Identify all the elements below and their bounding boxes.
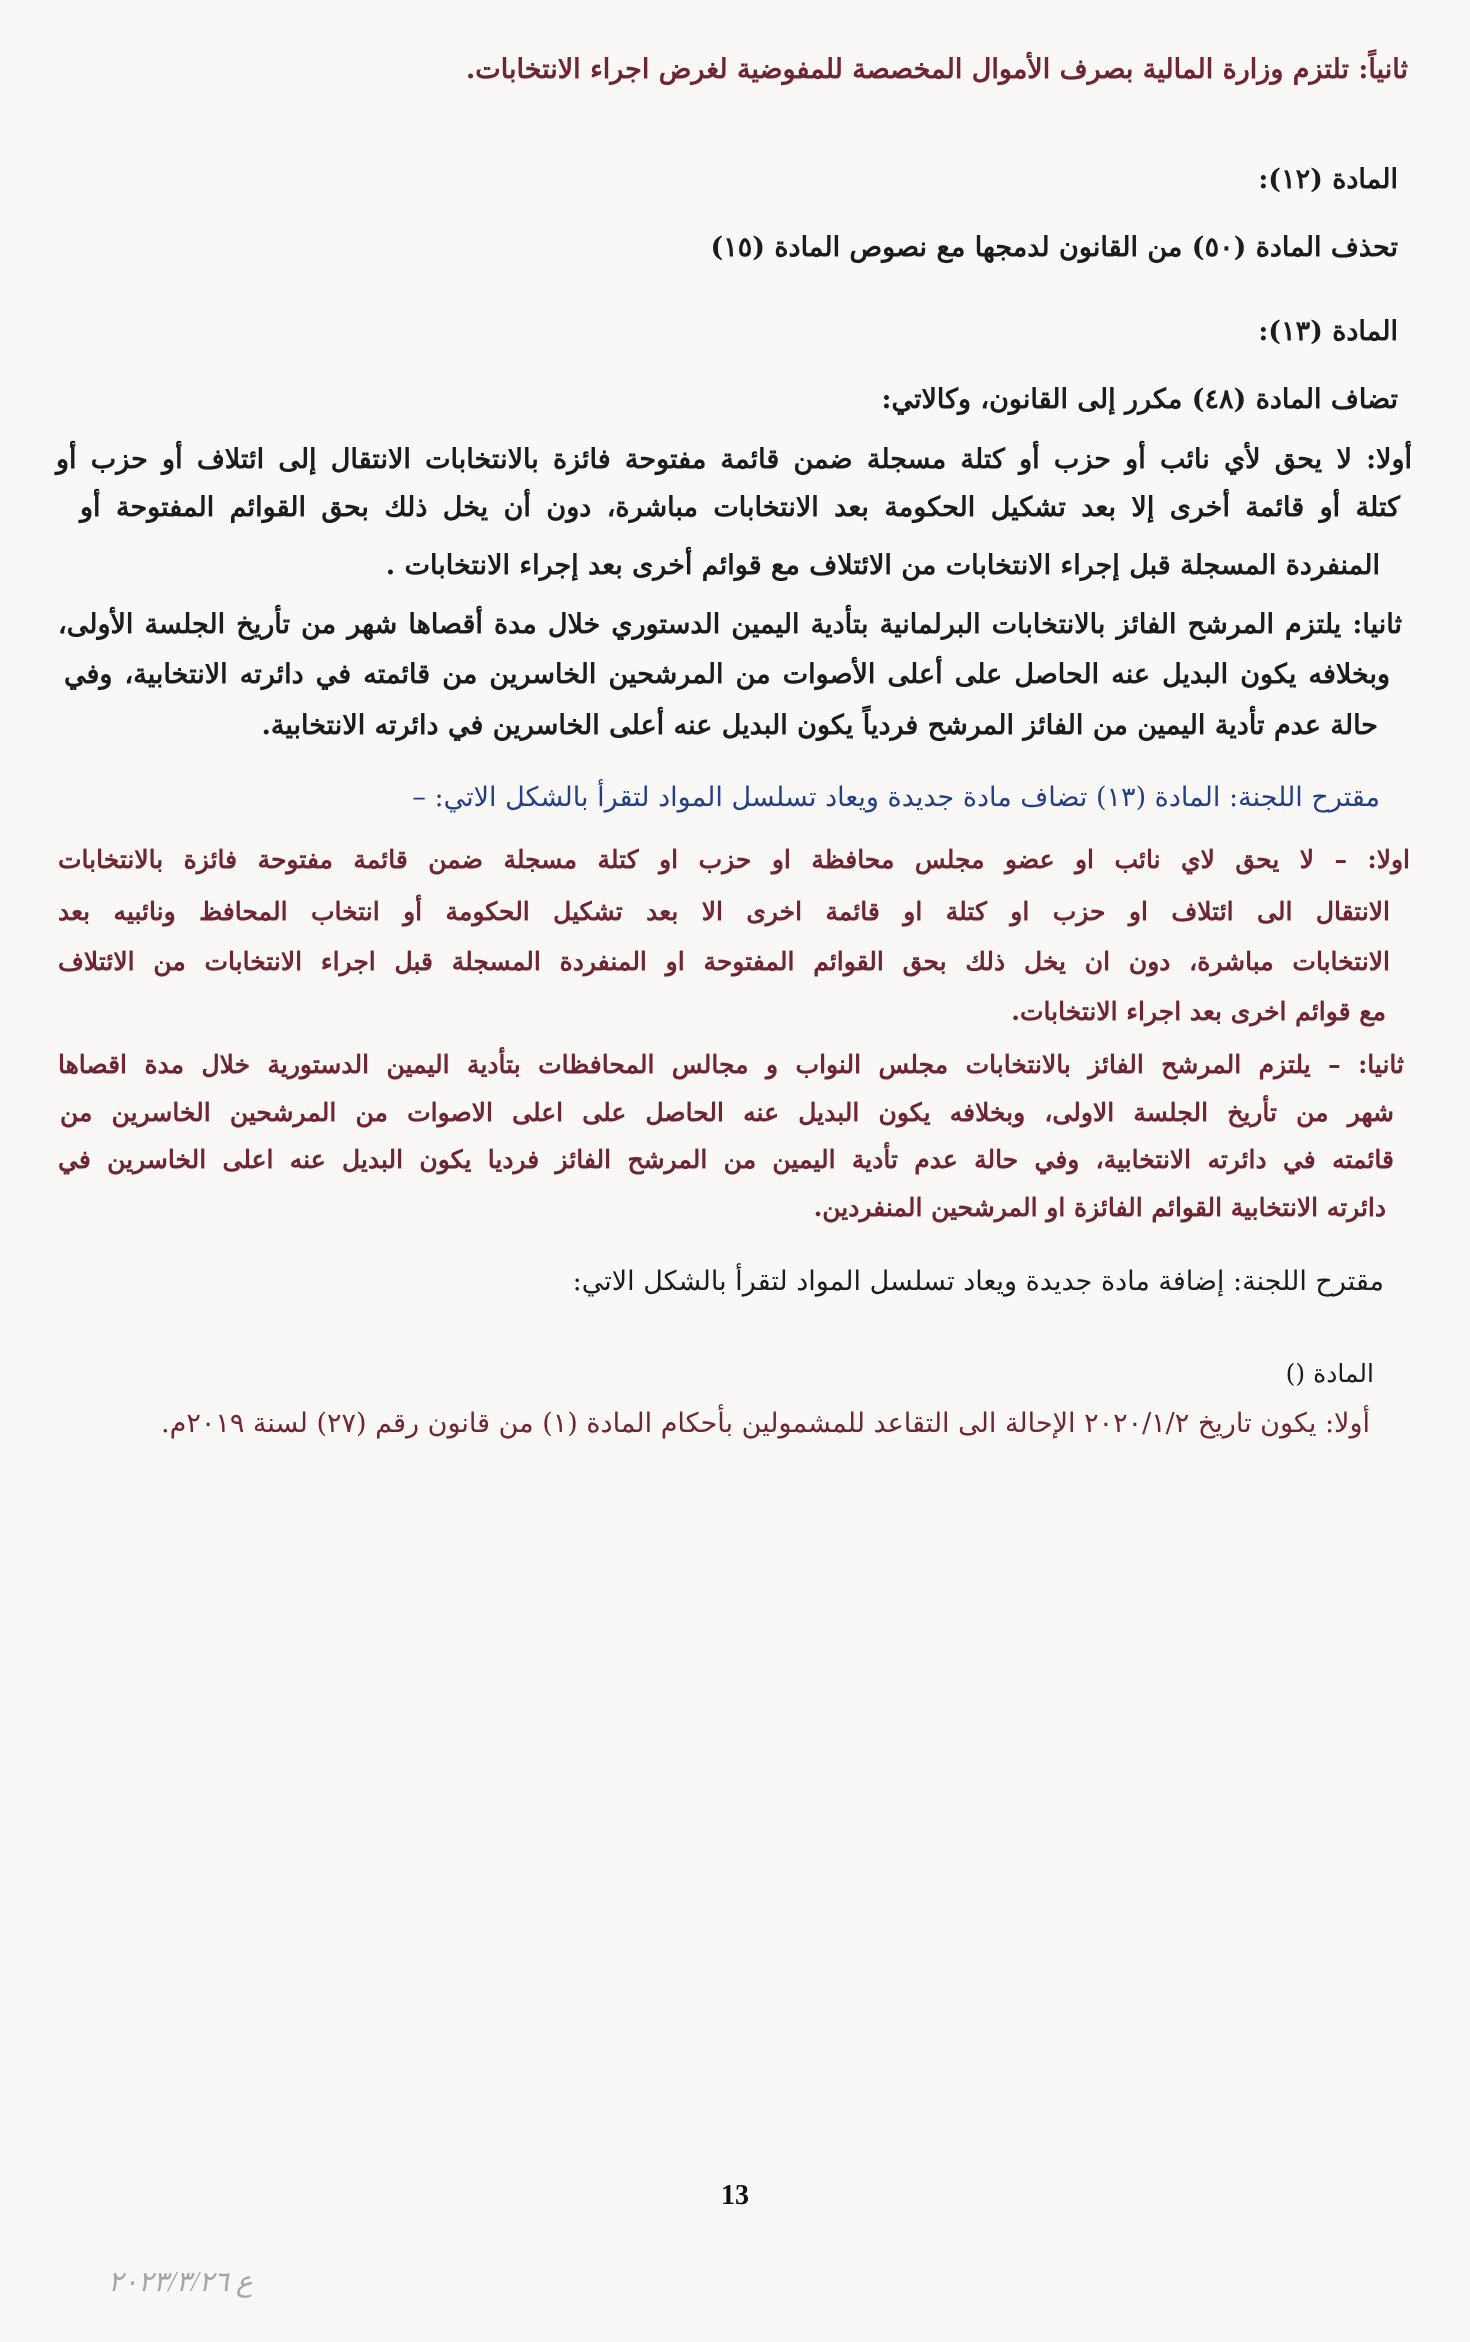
text-line: دائرته الانتخابية القوائم الفائزة او المرشحين المنفردين. — [813, 1193, 1386, 1222]
text-line: تحذف المادة (٥٠) من القانون لدمجها مع نصوص المادة (١٥) — [710, 232, 1398, 263]
article-heading: المادة (١٢): — [1258, 164, 1398, 195]
committee-proposal: مقترح اللجنة: إضافة مادة جديدة ويعاد تسلسل المواد لتقرأ بالشكل الاتي: — [572, 1266, 1384, 1297]
page-number: 13 — [721, 2180, 749, 2211]
text-line: حالة عدم تأدية اليمين من الفائز المرشح فردياً يكون البديل عنه أعلى الخاسرين في دائرته الانتخابية. — [261, 710, 1378, 741]
text-line: وبخلافه يكون البديل عنه الحاصل على أعلى الأصوات من المرشحين الخاسرين من قائمته في دائرته الانتخابية، وفي — [64, 659, 1390, 690]
text-line: أولا: يكون تاريخ ٢٠٢٠/١/٢ الإحالة الى التقاعد للمشمولين بأحكام المادة (١) من قانون رقم (٢٧) لسنة ٢٠١٩م. — [161, 1408, 1370, 1439]
text-line: الانتقال الى ائتلاف او حزب او كتلة او قائمة اخرى الا بعد تشكيل الحكومة أو انتخاب المحافظ ونائبيه بعد — [58, 897, 1390, 926]
article-heading: المادة () — [1285, 1359, 1374, 1388]
text-line: قائمته في دائرته الانتخابية، وفي حالة عدم تأدية اليمين من المرشح الفائز فرديا يكون البديل عنه اعلى الخاسرين في — [58, 1145, 1394, 1174]
text-line: مع قوائم اخرى بعد اجراء الانتخابات. — [1011, 997, 1386, 1026]
text-line: كتلة أو قائمة أخرى إلا بعد تشكيل الحكومة بعد الانتخابات مباشرة، دون أن يخل ذلك بحق القوائم المفتوحة أو — [80, 492, 1400, 523]
text-line: ثانيا: يلتزم المرشح الفائز بالانتخابات البرلمانية بتأدية اليمين الدستوري خلال مدة أقصاها شهر من تأريخ الجلسة الأولى، — [58, 609, 1402, 640]
text-line: تضاف المادة (٤٨) مكرر إلى القانون، وكالاتي: — [881, 384, 1398, 415]
text-line: شهر من تأريخ الجلسة الاولى، وبخلافه يكون البديل عنه الحاصل على اعلى الاصوات من المرشحين الخاسرين من — [60, 1098, 1394, 1127]
committee-proposal: مقترح اللجنة: المادة (١٣) تضاف مادة جديدة ويعاد تسلسل المواد لتقرأ بالشكل الاتي: – — [412, 782, 1380, 813]
text-line: اولا: – لا يحق لاي نائب او عضو مجلس محافظة او حزب او كتلة مسجلة ضمن قائمة مفتوحة فائزة بالانتخابات — [58, 845, 1410, 874]
date-stamp: ع ٢٠٢٣/٣/٢٦ — [108, 2267, 253, 2298]
text-line: ثانيا: – يلتزم المرشح الفائز بالانتخابات مجلس النواب و مجالس المحافظات بتأدية اليمين الدستورية خلال مدة اقصاها — [58, 1050, 1404, 1079]
text-line: المنفردة المسجلة قبل إجراء الانتخابات من الائتلاف مع قوائم أخرى بعد إجراء الانتخابات . — [385, 550, 1380, 581]
article-heading: المادة (١٣): — [1258, 316, 1398, 347]
text-line: الانتخابات مباشرة، دون ان يخل ذلك بحق القوائم المفتوحة او المنفردة المسجلة قبل اجراء الانتخابات من الائتلاف — [58, 947, 1390, 976]
text-line: ثانياً: تلتزم وزارة المالية بصرف الأموال المخصصة للمفوضية لغرض اجراء الانتخابات. — [465, 54, 1408, 85]
text-line: أولا: لا يحق لأي نائب أو حزب أو كتلة مسجلة ضمن قائمة مفتوحة فائزة بالانتخابات الانتقال إلى ائتلاف أو حزب أو — [56, 444, 1412, 475]
